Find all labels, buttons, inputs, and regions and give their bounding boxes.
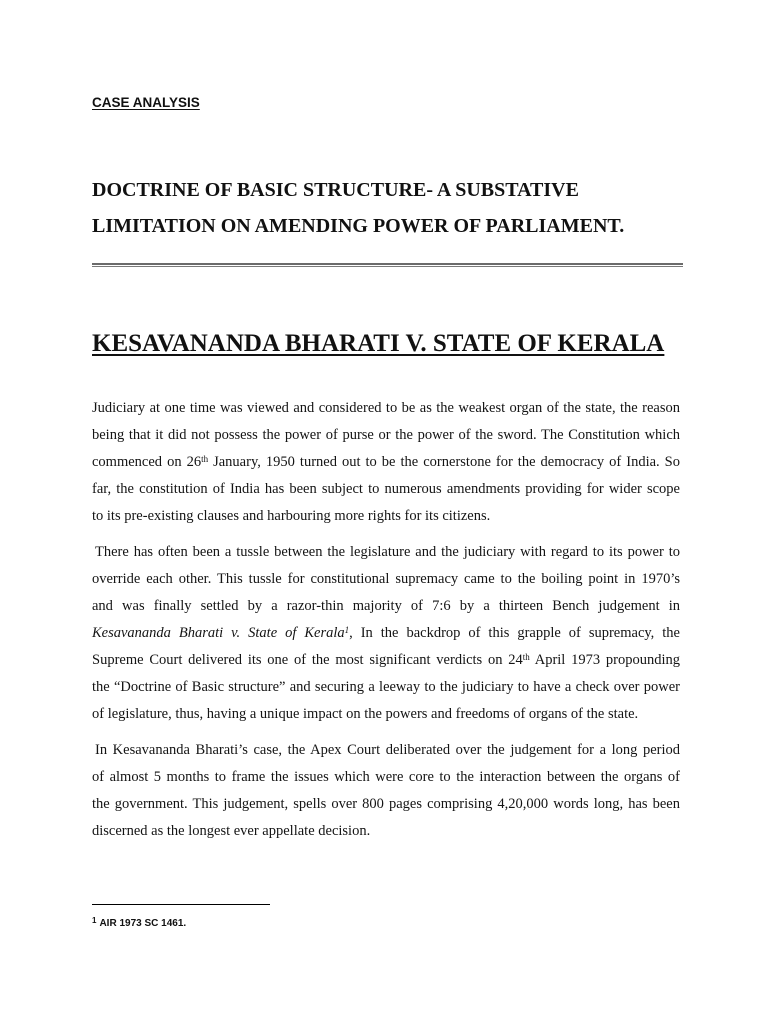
text-line-content [92,481,680,497]
paragraph [92,737,680,845]
footnote-separator [92,904,270,905]
text-line [92,647,680,674]
footnote-text: AIR 1973 SC 1461. [99,918,187,929]
text-line-content [92,571,680,587]
superscript-text: th [522,651,530,662]
text-run: Judiciary at one time was viewed and considered to be as the weakest organ of the state, the reason [92,400,680,416]
text-line-content [92,454,680,470]
superscript-text: th [201,453,209,464]
text-line [92,395,680,422]
text-line [92,620,680,647]
text-line-content [92,400,680,416]
section-label: CASE ANALYSIS [92,95,200,110]
text-run: There has often been a tussle between the legislature and the judiciary with regard to its power to [95,544,680,560]
text-line-content [92,508,490,524]
text-line [92,818,680,845]
text-line [92,764,680,791]
text-run: and was finally settled by a razor-thin majority of 7:6 by a thirteen Bench judgement in [92,598,680,614]
document-title [92,172,624,244]
text-run: of legislature, thus, having a unique impact on the powers and freedoms of organs of the state. [92,706,639,722]
text-line-content [92,652,680,668]
text-run: being that it did not possess the power of purse or the power of the sword. The Constitution which [92,427,680,443]
text-run: discerned as the longest ever appellate decision. [92,823,371,839]
text-run: commenced on 26 [92,454,202,470]
footnote [92,917,186,931]
case-heading: KESAVANANDA BHARATI V. STATE OF KERALA [92,330,665,357]
footnote-marker: 1 [92,916,97,925]
body-text [92,395,680,854]
text-line-content [95,742,680,758]
text-line [92,449,680,476]
text-line-content [92,823,370,839]
paragraph [92,539,680,728]
text-run: override each other. This tussle for constitutional supremacy came to the boiling point in 1970’s [92,571,680,587]
text-run: , In the backdrop of this grapple of supremacy, the [349,625,680,641]
text-run: the “Doctrine of Basic structure” and securing a leeway to the judiciary to have a check over power [92,679,680,695]
superscript-text: 1 [344,624,350,635]
text-line [92,701,680,728]
text-run: April 1973 propounding [529,652,680,668]
text-line-content [92,796,680,812]
text-line [92,503,680,530]
text-line-content [92,679,680,695]
text-line [92,422,680,449]
text-line [92,476,680,503]
text-run: In Kesavananda Bharati’s case, the Apex Court deliberated over the judgement for a long period [95,742,680,758]
text-run: of almost 5 months to frame the issues which were core to the interaction between the organs of [92,769,680,785]
text-line [92,539,680,566]
text-line-content [92,625,680,641]
text-line-content [95,544,680,560]
text-run: the government. This judgement, spells over 800 pages comprising 4,20,000 words long, has been [92,796,680,812]
double-rule-divider [92,263,683,267]
text-line-content [92,427,680,443]
text-run: far, the constitution of India has been subject to numerous amendments providing for wider scope [92,481,680,497]
text-line [92,737,680,764]
italic-text: Kesavananda Bharati v. State of Kerala [92,625,345,641]
title-line-1: DOCTRINE OF BASIC STRUCTURE- A SUBSTATIVE [92,179,579,201]
text-line [92,566,680,593]
paragraph [92,395,680,530]
text-run: January, 1950 turned out to be the cornerstone for the democracy of India. So [208,454,680,470]
title-line-2: LIMITATION ON AMENDING POWER OF PARLIAMENT. [92,215,625,237]
text-line-content [92,706,638,722]
text-line [92,593,680,620]
text-run: to its pre-existing clauses and harbouring more rights for its citizens. [92,508,491,524]
text-line-content [92,598,680,614]
text-line [92,674,680,701]
text-line-content [92,769,680,785]
text-run: Supreme Court delivered its one of the most significant verdicts on 24 [92,652,523,668]
text-line [92,791,680,818]
